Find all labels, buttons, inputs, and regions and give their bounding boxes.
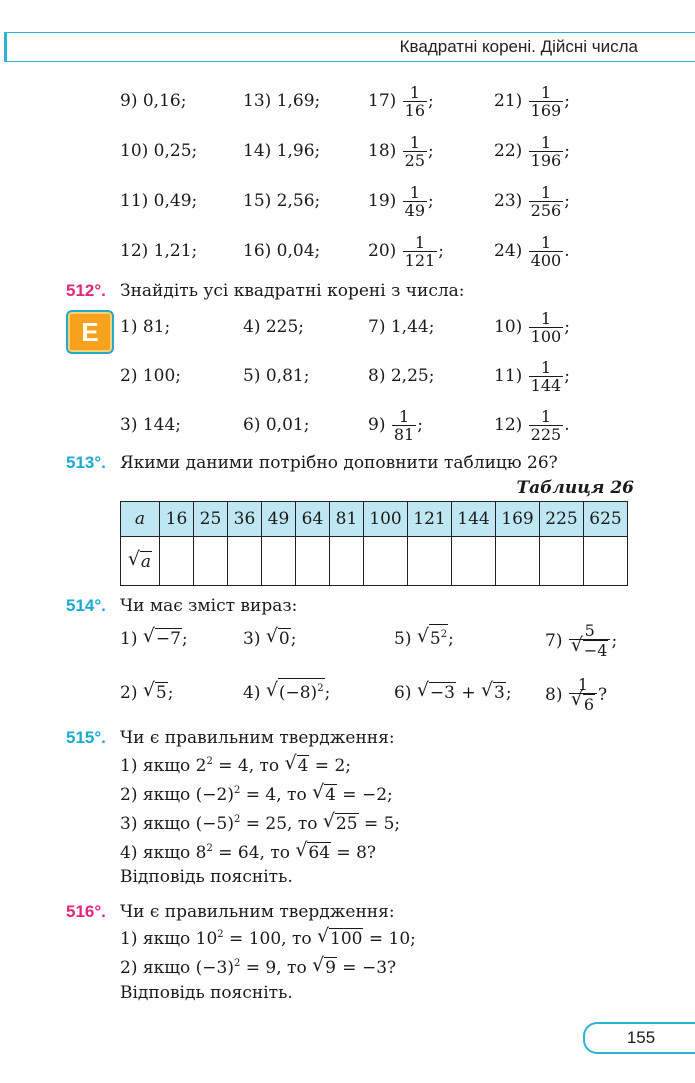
list-item: 14) 1,96; bbox=[243, 141, 321, 161]
list-item: 1) якщо $2^2 = 4$, то √ 4 = 2; bbox=[120, 752, 351, 776]
table-row bbox=[121, 537, 628, 586]
table-cell bbox=[296, 537, 330, 586]
list-item: 10) 0,25; bbox=[120, 141, 198, 161]
fraction: $\frac{1}{121}$ bbox=[404, 233, 436, 270]
list-item: 2) якщо $(-3)^2 = 9$, то √ 9 = −3? bbox=[120, 954, 397, 978]
list-item: 12) $\frac{1}{225}$ . bbox=[494, 407, 570, 444]
list-item: 17) $\frac{1}{16}$ ; bbox=[368, 83, 434, 120]
list-item: 7) 1,44; bbox=[368, 317, 435, 337]
list-item: 2) якщо $(-2)^2 = 4$, то √ 4 = −2; bbox=[120, 781, 393, 805]
list-item: 12) 1,21; bbox=[120, 241, 198, 261]
table-cell bbox=[584, 537, 628, 586]
list-item: 2) √ 5; bbox=[120, 679, 174, 703]
table-cell bbox=[121, 537, 160, 586]
list-item: 22) $\frac{1}{196}$ ; bbox=[494, 133, 570, 170]
sqrt-expression: √ a bbox=[127, 547, 152, 572]
table-cell: 25 bbox=[194, 502, 228, 537]
list-item: 11) 0,49; bbox=[120, 191, 198, 211]
explain-text: Відповідь поясніть. bbox=[120, 983, 293, 1003]
explain-text: Відповідь поясніть. bbox=[120, 867, 293, 887]
list-item: 7) 5 √ −4 ; bbox=[545, 621, 618, 660]
table-cell bbox=[194, 537, 228, 586]
table-row bbox=[121, 502, 628, 537]
task-number-516: 516°. bbox=[66, 902, 106, 921]
fraction: $\frac{1}{144}$ bbox=[530, 358, 562, 395]
list-item: 16) 0,04; bbox=[243, 241, 321, 261]
table-cell bbox=[330, 537, 364, 586]
fraction: $\frac{1}{400}$ bbox=[530, 233, 562, 270]
fraction: $\frac{1}{225}$ bbox=[530, 407, 562, 444]
task-514-text: Чи має зміст вираз: bbox=[120, 596, 298, 616]
list-item: 9) $\frac{1}{81}$ ; bbox=[368, 407, 423, 444]
list-item: 18) $\frac{1}{25}$ ; bbox=[368, 133, 434, 170]
table-cell: 121 bbox=[408, 502, 452, 537]
list-item: 8) 2,25; bbox=[368, 366, 435, 386]
list-item: 9) 0,16; bbox=[120, 91, 187, 111]
fraction: $\frac{1}{169}$ bbox=[530, 83, 562, 120]
task-number-513: 513°. bbox=[66, 453, 106, 472]
table-cell bbox=[408, 537, 452, 586]
page-header-title: Квадратні корені. Дійсні числа bbox=[399, 37, 638, 56]
task-number-515: 515°. bbox=[66, 728, 106, 747]
list-item: 4) якщо $8^2 = 64$, то √ 64 = 8? bbox=[120, 839, 377, 863]
fraction: $\frac{1}{25}$ bbox=[404, 133, 426, 170]
fraction: $\frac{1}{16}$ bbox=[404, 83, 426, 120]
list-item: 3) якщо $(-5)^2 = 25$, то √ 25 = 5; bbox=[120, 810, 401, 834]
list-item: 20) $\frac{1}{121}$ ; bbox=[368, 233, 444, 270]
table-cell bbox=[228, 537, 262, 586]
table-cell bbox=[452, 537, 496, 586]
e-level-badge-icon: E bbox=[66, 310, 114, 354]
table-caption: Таблиця 26 bbox=[516, 478, 634, 498]
list-item: 21) $\frac{1}{169}$ ; bbox=[494, 83, 570, 120]
list-item: 5) √ $5^2$; bbox=[394, 625, 454, 649]
fraction: $\frac{1}{81}$ bbox=[393, 407, 415, 444]
fraction: 1 √ 6 bbox=[569, 676, 597, 715]
list-item: 6) 0,01; bbox=[243, 415, 310, 435]
table-cell bbox=[540, 537, 584, 586]
fraction: $\frac{1}{100}$ bbox=[530, 309, 562, 346]
list-item: 23) $\frac{1}{256}$ ; bbox=[494, 183, 570, 220]
list-item: 4) 225; bbox=[243, 317, 305, 337]
list-item: 13) 1,69; bbox=[243, 91, 321, 111]
table-cell: 49 bbox=[262, 502, 296, 537]
list-item: 3) 144; bbox=[120, 415, 182, 435]
table-cell: 16 bbox=[160, 502, 194, 537]
list-item: 10) $\frac{1}{100}$ ; bbox=[494, 309, 570, 346]
list-item: 19) $\frac{1}{49}$ ; bbox=[368, 183, 434, 220]
page-number: 155 bbox=[583, 1022, 695, 1054]
fraction: $\frac{1}{196}$ bbox=[530, 133, 562, 170]
table-cell: 144 bbox=[452, 502, 496, 537]
list-item: 1) якщо $10^2 = 100$, то √ 100 = 10; bbox=[120, 925, 416, 949]
task-515-text: Чи є правильним твердження: bbox=[120, 728, 395, 748]
task-513-text: Якими даними потрібно доповнити таблицю 26? bbox=[120, 453, 558, 473]
task-516-text: Чи є правильним твердження: bbox=[120, 902, 395, 922]
task-number-512: 512°. bbox=[66, 281, 106, 300]
list-item: 6) √ −3 + √ 3; bbox=[394, 679, 512, 703]
fraction: 5 √ −4 bbox=[569, 622, 611, 661]
table-cell: a bbox=[121, 502, 160, 537]
table-cell: 225 bbox=[540, 502, 584, 537]
list-item: 24) $\frac{1}{400}$ . bbox=[494, 233, 570, 270]
list-item: 8) 1 √ 6 ? bbox=[545, 675, 608, 714]
page-header bbox=[4, 32, 695, 62]
table-cell: 625 bbox=[584, 502, 628, 537]
table-cell: 64 bbox=[296, 502, 330, 537]
list-item: 1) √ −7; bbox=[120, 625, 188, 649]
squares-table bbox=[120, 501, 628, 586]
table-cell bbox=[160, 537, 194, 586]
table-cell: 100 bbox=[364, 502, 408, 537]
fraction: $\frac{1}{49}$ bbox=[404, 183, 426, 220]
list-item: 1) 81; bbox=[120, 317, 171, 337]
table-cell: 81 bbox=[330, 502, 364, 537]
task-number-514: 514°. bbox=[66, 596, 106, 615]
fraction: $\frac{1}{256}$ bbox=[530, 183, 562, 220]
list-item: 11) $\frac{1}{144}$ ; bbox=[494, 358, 570, 395]
table-cell: 169 bbox=[496, 502, 540, 537]
table-cell: 36 bbox=[228, 502, 262, 537]
table-cell bbox=[262, 537, 296, 586]
task-512-text: Знайдіть усі квадратні корені з числа: bbox=[120, 281, 465, 301]
list-item: 5) 0,81; bbox=[243, 366, 310, 386]
list-item: 15) 2,56; bbox=[243, 191, 321, 211]
table-cell bbox=[496, 537, 540, 586]
list-item: 4) √ $(-8)^2$; bbox=[243, 679, 331, 703]
list-item: 2) 100; bbox=[120, 366, 182, 386]
table-cell bbox=[364, 537, 408, 586]
list-item: 3) √ 0; bbox=[243, 625, 297, 649]
